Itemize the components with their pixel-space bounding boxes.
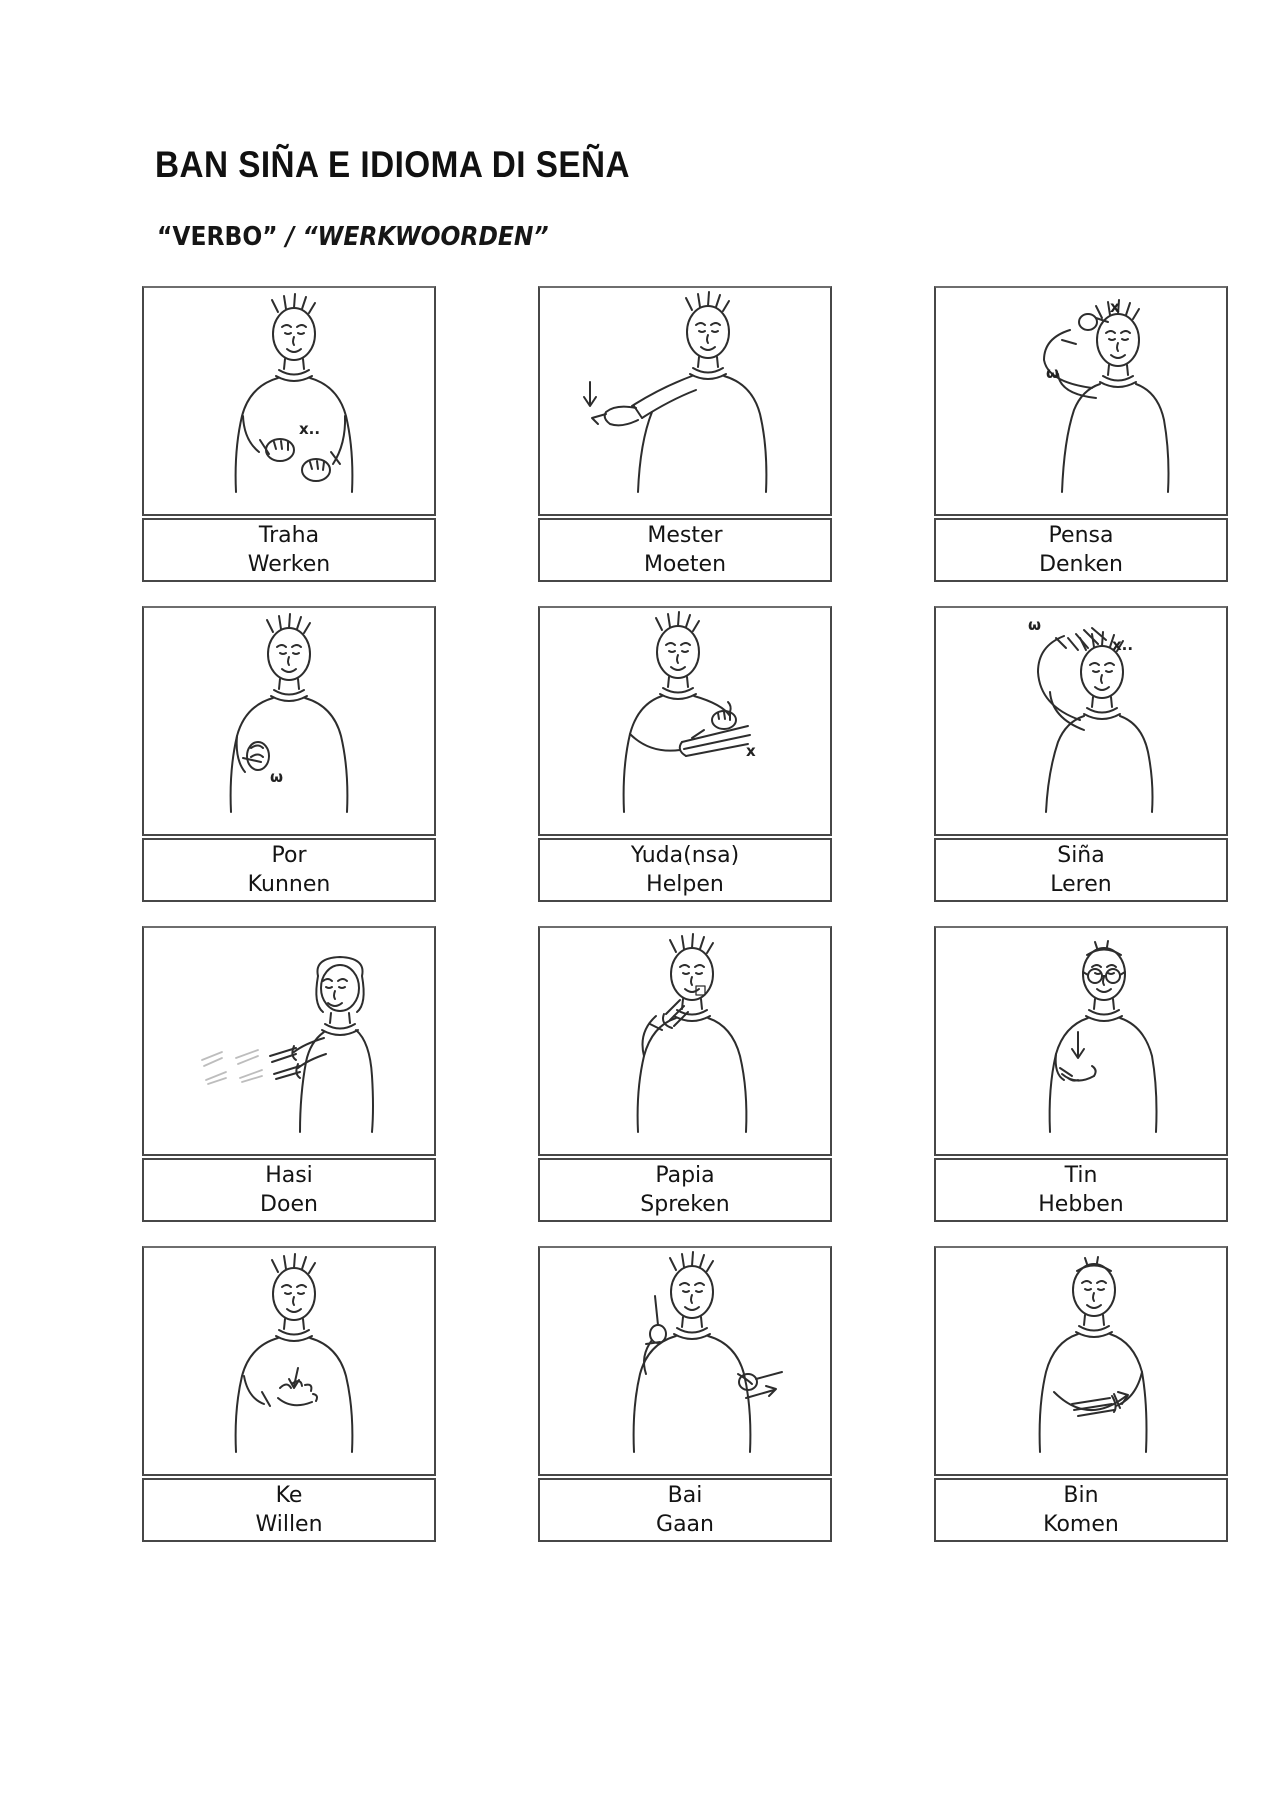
- label-dutch: Komen: [1043, 1512, 1119, 1537]
- label-dutch: Kunnen: [247, 872, 331, 897]
- subtitle-papiamento: “VERBO”: [157, 222, 278, 252]
- label-dutch: Helpen: [646, 872, 724, 897]
- sign-card: [934, 1246, 1228, 1542]
- label-papiamento: Yuda(nsa): [630, 843, 740, 868]
- sign-label: [538, 838, 832, 902]
- sign-figure-ke: [144, 1248, 434, 1474]
- label-papiamento: Mester: [647, 523, 723, 548]
- label-papiamento: Bin: [1063, 1483, 1099, 1508]
- sign-label: [538, 518, 832, 582]
- sign-illustration: [142, 926, 436, 1156]
- motion-mark: x: [1110, 298, 1120, 316]
- sign-label: [538, 1478, 832, 1542]
- page-title: BAN SIÑA E IDIOMA DI SEÑA: [155, 144, 631, 185]
- label-dutch: Spreken: [640, 1192, 730, 1217]
- sign-card: [538, 286, 832, 582]
- label-papiamento: Papia: [655, 1163, 715, 1188]
- label-dutch: Werken: [247, 552, 331, 577]
- sign-card: [142, 606, 436, 902]
- sign-illustration: [142, 1246, 436, 1476]
- sign-illustration: [142, 286, 436, 516]
- sign-label: [142, 838, 436, 902]
- label-papiamento: Hasi: [265, 1163, 313, 1188]
- label-papiamento: Tin: [1064, 1163, 1098, 1188]
- sign-figure-pensa: [936, 288, 1226, 514]
- sign-illustration: [934, 606, 1228, 836]
- sign-label: [142, 1158, 436, 1222]
- sign-card: [934, 926, 1228, 1222]
- sign-figure-bin: [936, 1248, 1226, 1474]
- sign-illustration: [142, 606, 436, 836]
- sign-card: [538, 1246, 832, 1542]
- sign-label: [934, 518, 1228, 582]
- label-dutch: Doen: [260, 1192, 318, 1217]
- label-papiamento: Pensa: [1048, 523, 1114, 548]
- sign-label: [934, 1478, 1228, 1542]
- sign-illustration: [934, 1246, 1228, 1476]
- sign-figure-por: [144, 608, 434, 834]
- sign-grid: [142, 286, 1228, 1542]
- label-dutch: Gaan: [656, 1512, 714, 1537]
- sign-label: [934, 1158, 1228, 1222]
- sign-card: [142, 926, 436, 1222]
- sign-figure-hasi: [144, 928, 434, 1154]
- subtitle-dutch: “WERKWOORDEN”: [302, 222, 549, 252]
- motion-mark: x: [746, 742, 756, 760]
- motion-mark: ω: [270, 768, 284, 786]
- sign-illustration: [538, 606, 832, 836]
- label-dutch: Moeten: [643, 552, 727, 577]
- label-papiamento: Ke: [275, 1483, 303, 1508]
- sign-card: [142, 1246, 436, 1542]
- motion-mark: ω: [1028, 616, 1042, 634]
- sign-card: [538, 926, 832, 1222]
- sign-figure-tin: [936, 928, 1226, 1154]
- sign-label: [934, 838, 1228, 902]
- sign-card: [934, 606, 1228, 902]
- label-papiamento: Bai: [667, 1483, 703, 1508]
- sign-illustration: [538, 1246, 832, 1476]
- sign-figure-mester: [540, 288, 830, 514]
- sign-card: [142, 286, 436, 582]
- sign-figure-bai: [540, 1248, 830, 1474]
- sign-label: [538, 1158, 832, 1222]
- sign-illustration: [934, 926, 1228, 1156]
- sign-figure-traha: [144, 288, 434, 514]
- sign-figure-papia: [540, 928, 830, 1154]
- sign-card: [538, 606, 832, 902]
- motion-mark: x..: [1112, 636, 1134, 654]
- label-dutch: Hebben: [1038, 1192, 1124, 1217]
- label-papiamento: Traha: [258, 523, 320, 548]
- label-dutch: Leren: [1050, 872, 1112, 897]
- sign-illustration: [538, 286, 832, 516]
- label-papiamento: Siña: [1057, 843, 1105, 868]
- sign-card: [934, 286, 1228, 582]
- page-subtitle: [157, 222, 549, 252]
- sign-figure-yuda: [540, 608, 830, 834]
- label-dutch: Willen: [255, 1512, 323, 1537]
- subtitle-separator: /: [277, 222, 303, 252]
- sign-illustration: [538, 926, 832, 1156]
- sign-label: [142, 1478, 436, 1542]
- sign-illustration: [934, 286, 1228, 516]
- sign-label: [142, 518, 436, 582]
- motion-mark: x..: [299, 420, 321, 438]
- label-dutch: Denken: [1039, 552, 1123, 577]
- sign-figure-sina: [936, 608, 1226, 834]
- motion-mark: ω: [1046, 364, 1060, 382]
- label-papiamento: Por: [271, 843, 307, 868]
